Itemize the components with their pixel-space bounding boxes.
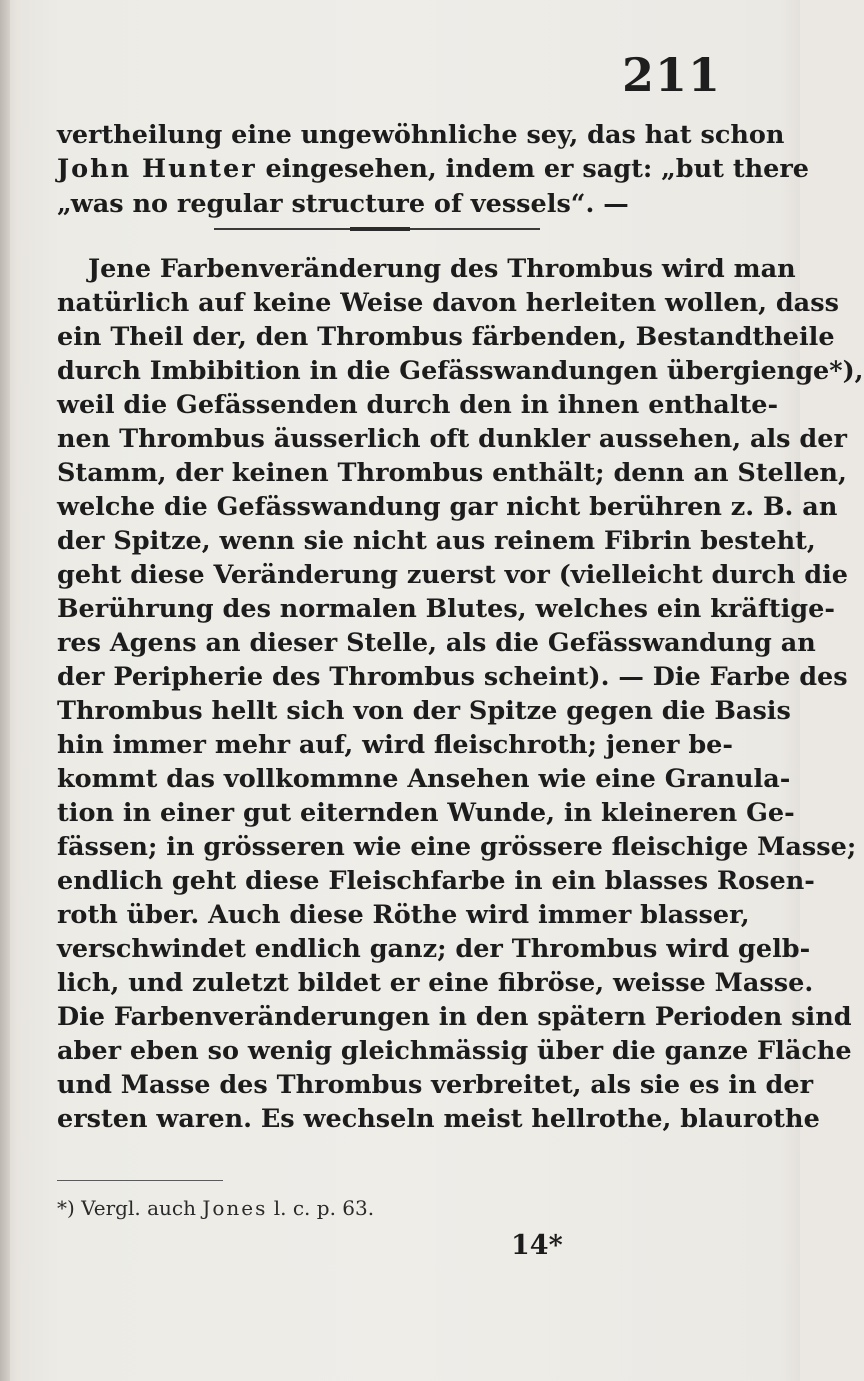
text-line: und Masse des Thrombus verbreitet, als sie es in der	[57, 1070, 814, 1100]
text-line: nen Thrombus äusserlich oft dunkler aussehen, als der	[57, 424, 847, 454]
text-line: verschwindet endlich ganz; der Thrombus wird gelb-	[57, 934, 811, 964]
footnote-suffix: l. c. p. 63.	[267, 1196, 375, 1220]
text-line: geht diese Veränderung zuerst vor (vielleicht durch die	[57, 560, 849, 590]
text-line: natürlich auf keine Weise davon herleiten wollen, dass	[57, 288, 839, 318]
text-line: vertheilung eine ungewöhnliche sey, das hat schon	[57, 120, 785, 150]
footnote-prefix: Vergl. auch	[74, 1196, 203, 1220]
text-line: „was no regular structure of vessels“. —	[57, 189, 629, 219]
text-line: Die Farbenveränderungen in den spätern Perioden sind	[57, 1002, 852, 1032]
text-line: Stamm, der keinen Thrombus enthält; denn an Stellen,	[57, 458, 847, 488]
section-divider	[214, 228, 540, 230]
text-line: welche die Gefässwandung gar nicht berühren z. B. an	[57, 492, 838, 522]
text-line	[57, 152, 810, 186]
text-line: fässen; in grösseren wie eine grössere fleischige Masse;	[57, 832, 857, 862]
footnote-marker: *)	[57, 1196, 75, 1220]
page-number: 211	[622, 48, 722, 102]
footnote-author: Jones	[202, 1196, 268, 1220]
text-line: tion in einer gut eiternden Wunde, in kleineren Ge-	[57, 798, 795, 828]
text-line: res Agens an dieser Stelle, als die Gefässwandung an	[57, 628, 816, 658]
text-line: der Spitze, wenn sie nicht aus reinem Fibrin besteht,	[57, 526, 816, 556]
binding-edge	[0, 0, 10, 1381]
text-line-rest: eingesehen, indem er sagt: „but there	[256, 154, 810, 184]
text-line: aber eben so wenig gleichmässig über die ganze Fläche	[57, 1036, 852, 1066]
text-line: roth über. Auch diese Röthe wird immer blasser,	[57, 900, 750, 930]
text-line: weil die Gefässenden durch den in ihnen enthalte-	[57, 390, 779, 420]
signature-mark: 14*	[511, 1230, 563, 1261]
text-line: Jene Farbenveränderung des Thrombus wird man	[88, 254, 796, 284]
author-name-hunter: John Hunter	[57, 154, 257, 184]
text-line: hin immer mehr auf, wird fleischroth; jener be-	[57, 730, 733, 760]
text-line: Berührung des normalen Blutes, welches ein kräftige-	[57, 594, 835, 624]
text-line: ein Theil der, den Thrombus färbenden, Bestandtheile	[57, 322, 835, 352]
text-line: endlich geht diese Fleischfarbe in ein blasses Rosen-	[57, 866, 815, 896]
footnote-divider	[57, 1180, 223, 1181]
text-line: lich, und zuletzt bildet er eine fibröse, weisse Masse.	[57, 968, 814, 998]
text-line: Thrombus hellt sich von der Spitze gegen die Basis	[57, 696, 791, 726]
text-line: kommt das vollkommne Ansehen wie eine Granula-	[57, 764, 791, 794]
footnote	[57, 1194, 374, 1222]
text-line: ersten waren. Es wechseln meist hellrothe, blaurothe	[57, 1104, 820, 1134]
text-line: durch Imbibition in die Gefässwandungen übergienge*),	[57, 356, 864, 386]
text-line: der Peripherie des Thrombus scheint). — Die Farbe des	[57, 662, 848, 692]
